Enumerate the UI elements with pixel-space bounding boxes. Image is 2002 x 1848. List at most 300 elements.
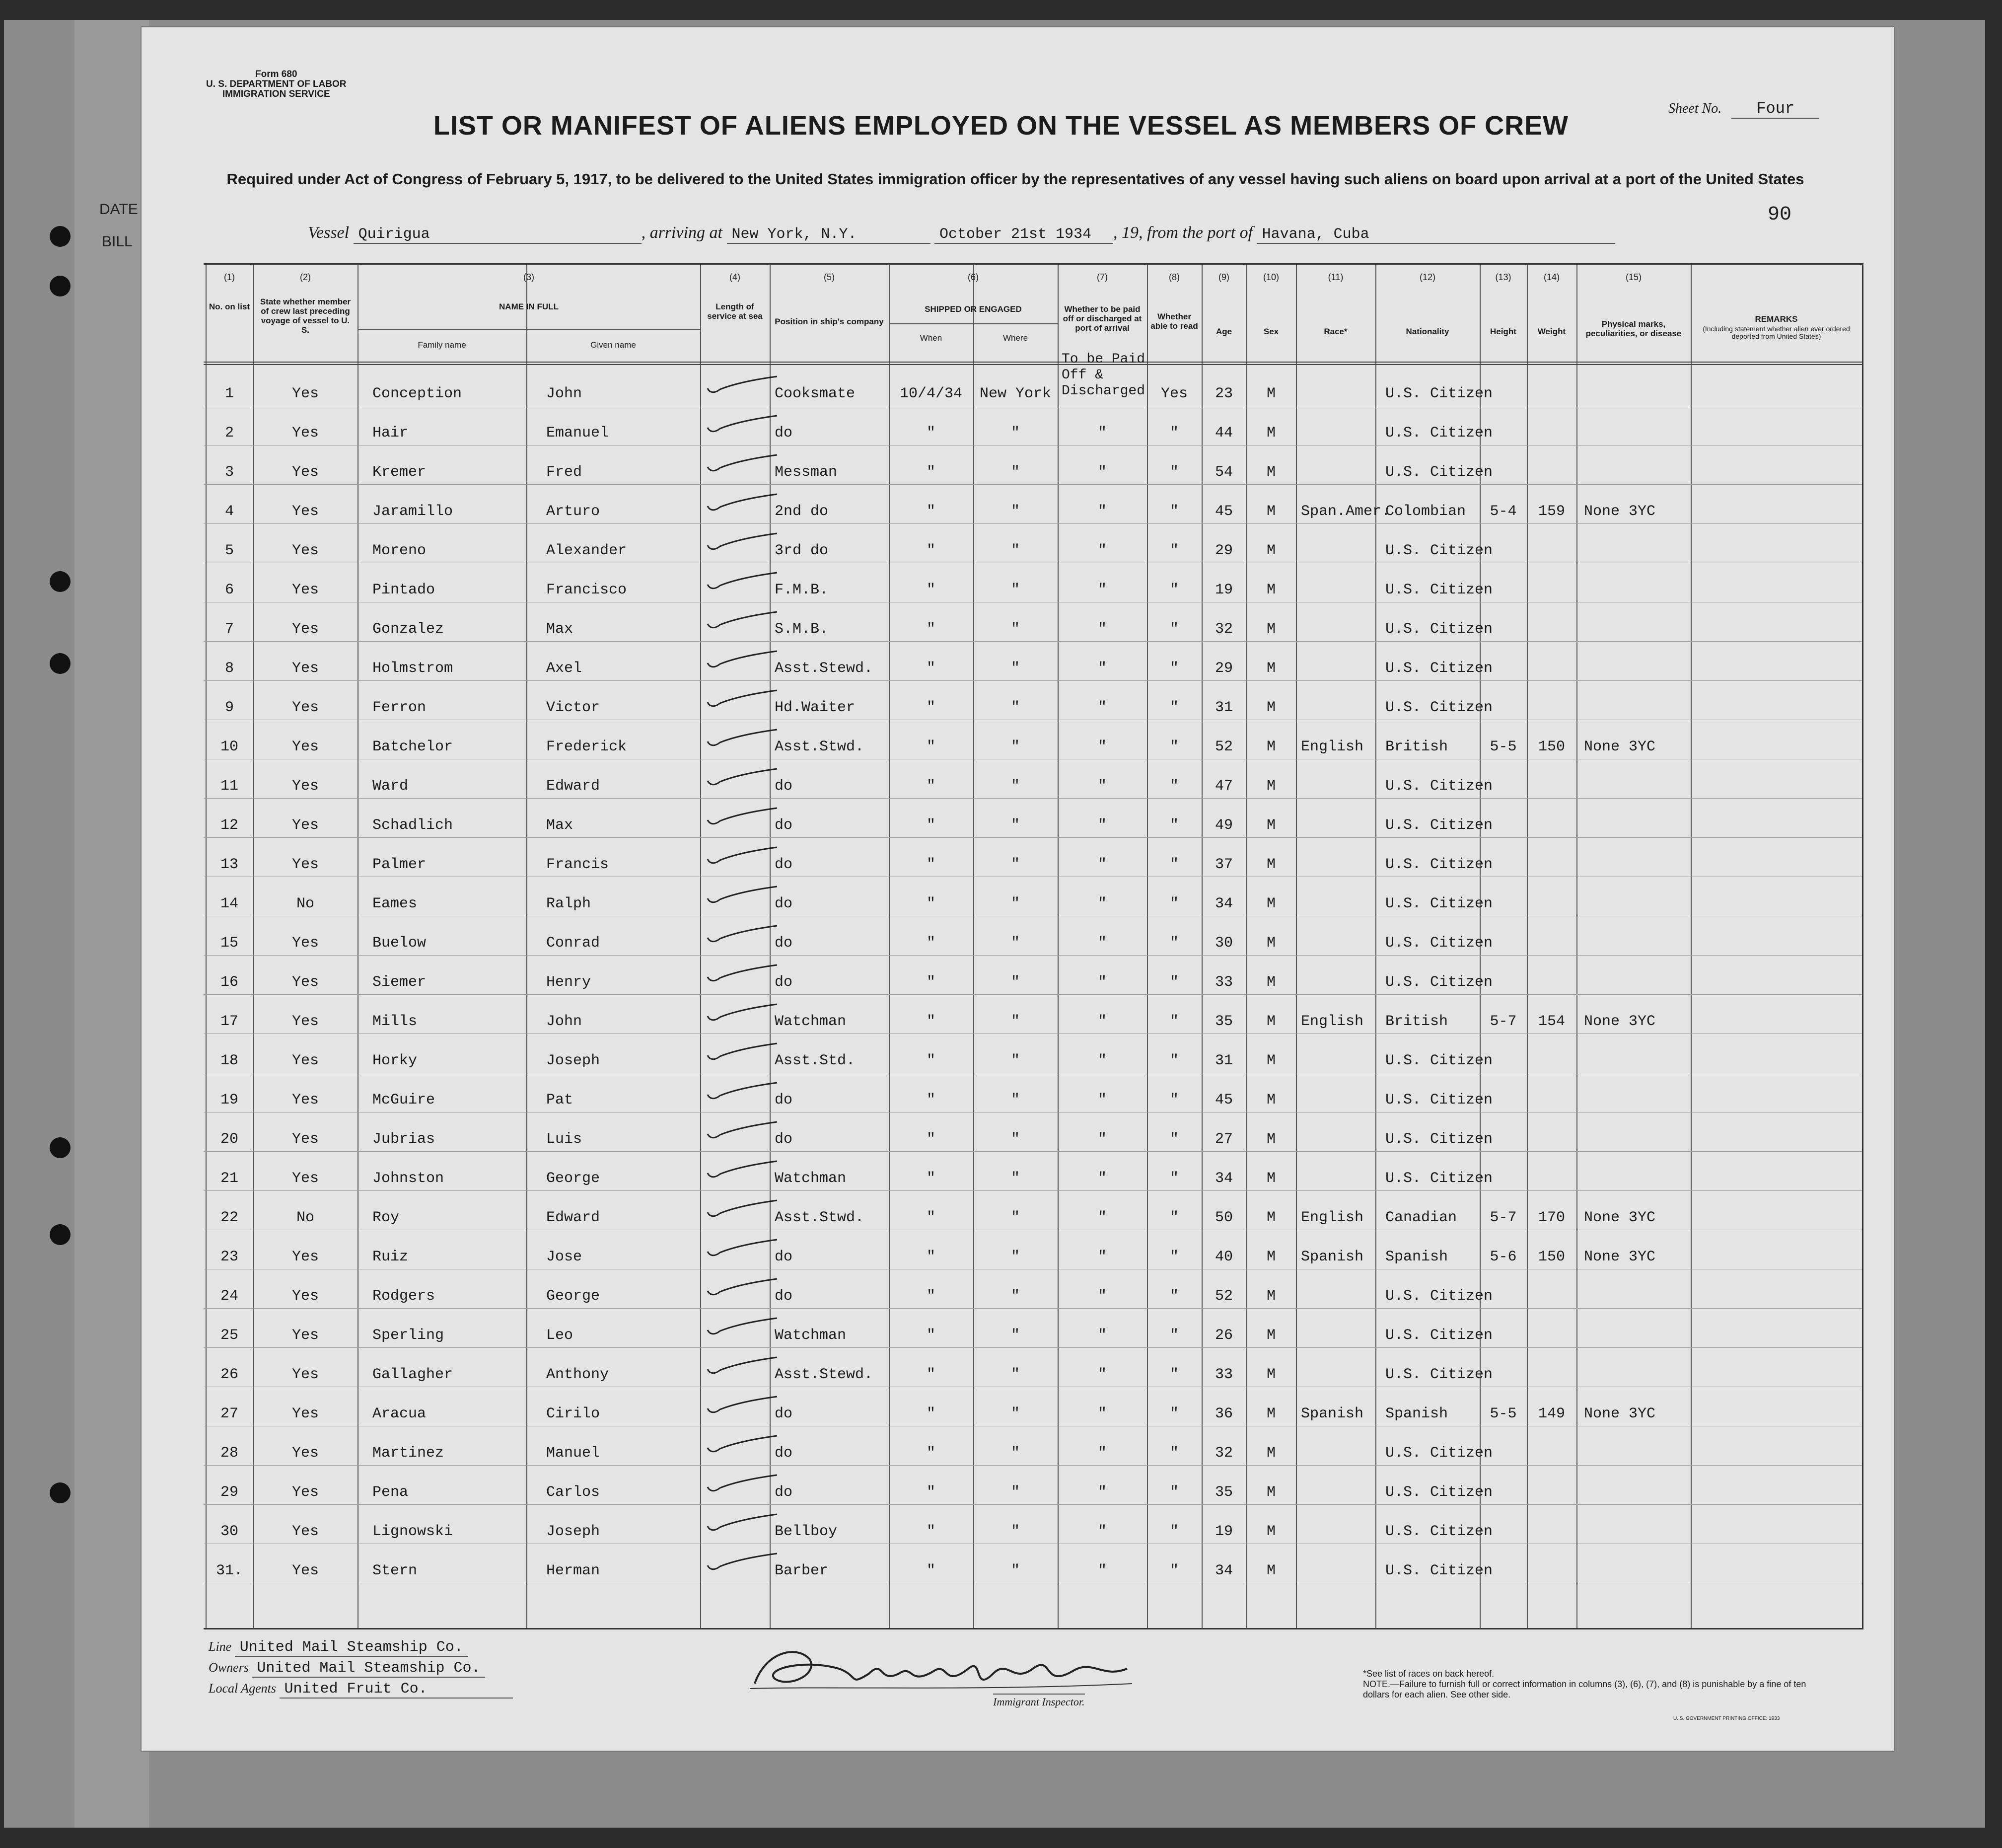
- cell-age: 33: [1215, 974, 1233, 991]
- cell-row-number: 1: [224, 385, 234, 402]
- binder-hole: [50, 1137, 71, 1158]
- cell-sex: M: [1266, 1170, 1276, 1187]
- cell-position: Asst.Stewd.: [775, 1366, 873, 1383]
- table-row: [204, 1347, 1862, 1387]
- cell-shipped-where: ": [1010, 1092, 1020, 1109]
- service-check-mark: [705, 767, 780, 787]
- col-num-8: (8): [1169, 272, 1180, 282]
- cell-row-number: 6: [224, 582, 234, 598]
- cell-able-to-read: ": [1169, 699, 1179, 716]
- service-check-mark: [705, 1355, 780, 1375]
- cell-given-name: Emanuel: [546, 425, 609, 442]
- manifest-subtitle: Required under Act of Congress of February 5, 1917, to be delivered to the United States immigration officer by the representatives of any vessel having such aliens on board upon arrival at a port of the United States: [226, 170, 1804, 188]
- cell-age: 54: [1215, 464, 1233, 481]
- cell-height: 5-5: [1490, 1405, 1517, 1422]
- cell-able-to-read: ": [1169, 817, 1179, 834]
- cell-given-name: Axel: [546, 660, 582, 677]
- cell-family-name: Holmstrom: [372, 660, 453, 677]
- cell-family-name: Stern: [372, 1562, 418, 1579]
- cell-paid-off: ": [1097, 503, 1107, 520]
- cell-shipped-where: ": [1010, 1484, 1020, 1501]
- races-note: *See list of races on back hereof.: [1363, 1669, 1495, 1679]
- table-row: [204, 352, 1862, 406]
- cell-age: 45: [1215, 503, 1233, 520]
- cell-paid-off: ": [1097, 1523, 1107, 1540]
- binder-hole: [50, 1224, 71, 1245]
- header-length-of-service: Length of service at sea: [707, 302, 763, 321]
- service-check-mark: [705, 1473, 780, 1493]
- binder-hole: [50, 226, 71, 247]
- cell-age: 45: [1215, 1092, 1233, 1109]
- cell-nationality: U.S. Citizen: [1385, 974, 1493, 991]
- table-row: [204, 523, 1862, 563]
- table-row: [204, 484, 1862, 523]
- cell-given-name: Frederick: [546, 739, 627, 755]
- cell-paid-off: ": [1097, 856, 1107, 873]
- line-label: Line: [209, 1639, 232, 1654]
- cell-age: 32: [1215, 1445, 1233, 1462]
- cell-paid-off: ": [1097, 1288, 1107, 1305]
- header-no-on-list: No. on list: [209, 302, 250, 311]
- table-row: [204, 1034, 1862, 1073]
- cell-family-name: Johnston: [372, 1170, 444, 1187]
- cell-previous-voyage: Yes: [291, 542, 319, 559]
- cell-previous-voyage: Yes: [291, 1562, 319, 1579]
- cell-given-name: Luis: [546, 1131, 582, 1148]
- cell-previous-voyage: Yes: [291, 582, 319, 598]
- cell-nationality: Canadian: [1385, 1209, 1457, 1226]
- cell-shipped-when: ": [926, 1170, 935, 1187]
- cell-shipped-when: ": [926, 895, 935, 912]
- cell-position: Asst.Std.: [775, 1052, 856, 1069]
- table-row: [204, 837, 1862, 877]
- cell-sex: M: [1266, 1209, 1276, 1226]
- cell-position: F.M.B.: [775, 582, 829, 598]
- cell-sex: M: [1266, 464, 1276, 481]
- service-check-mark: [705, 806, 780, 826]
- cell-nationality: British: [1385, 739, 1448, 755]
- service-check-mark: [705, 1316, 780, 1336]
- cell-paid-off: ": [1097, 1209, 1107, 1226]
- cell-shipped-where: ": [1010, 1327, 1020, 1344]
- cell-family-name: Gonzalez: [372, 621, 444, 638]
- cell-nationality: U.S. Citizen: [1385, 1445, 1493, 1462]
- cell-position: Watchman: [775, 1170, 847, 1187]
- header-able-to-read: Whether able to read: [1150, 312, 1198, 331]
- cell-shipped-where: New York: [979, 385, 1052, 402]
- table-row: [204, 1230, 1862, 1269]
- cell-previous-voyage: Yes: [291, 1013, 319, 1030]
- col-num-1: (1): [224, 272, 235, 282]
- cell-sex: M: [1266, 621, 1276, 638]
- table-row: [204, 1426, 1862, 1465]
- cell-row-number: 9: [224, 699, 234, 716]
- table-row: [204, 641, 1862, 680]
- service-check-mark: [705, 688, 780, 708]
- cell-family-name: McGuire: [372, 1092, 435, 1109]
- cell-previous-voyage: Yes: [291, 739, 319, 755]
- cell-given-name: Edward: [546, 778, 600, 795]
- form-number-block: [206, 70, 347, 99]
- table-row: [204, 1504, 1862, 1544]
- cell-family-name: Lignowski: [372, 1523, 453, 1540]
- cell-shipped-when: ": [926, 621, 935, 638]
- cell-sex: M: [1266, 1366, 1276, 1383]
- cell-given-name: Manuel: [546, 1445, 600, 1462]
- cell-sex: M: [1266, 385, 1276, 402]
- cell-given-name: Arturo: [546, 503, 600, 520]
- cell-age: 50: [1215, 1209, 1233, 1226]
- cell-shipped-where: ": [1010, 856, 1020, 873]
- cell-row-number: 22: [220, 1209, 238, 1226]
- cell-previous-voyage: Yes: [291, 1131, 319, 1148]
- cell-shipped-when: ": [926, 1131, 935, 1148]
- cell-able-to-read: ": [1169, 739, 1179, 755]
- cell-given-name: George: [546, 1288, 600, 1305]
- cell-given-name: Pat: [546, 1092, 573, 1109]
- cell-paid-off: ": [1097, 895, 1107, 912]
- cell-able-to-read: ": [1169, 1562, 1179, 1579]
- cell-position: do: [775, 935, 793, 952]
- cell-nationality: U.S. Citizen: [1385, 935, 1493, 952]
- cell-family-name: Mills: [372, 1013, 418, 1030]
- owners-value: United Mail Steamship Co.: [252, 1660, 485, 1678]
- agents-value: United Fruit Co.: [280, 1681, 513, 1699]
- cell-sex: M: [1266, 856, 1276, 873]
- cell-nationality: U.S. Citizen: [1385, 1052, 1493, 1069]
- cell-position: do: [775, 1249, 793, 1265]
- cell-family-name: Jaramillo: [372, 503, 453, 520]
- cell-shipped-when: ": [926, 817, 935, 834]
- cell-given-name: Fred: [546, 464, 582, 481]
- cell-previous-voyage: Yes: [291, 1249, 319, 1265]
- arrival-date: October 21st 1934: [934, 226, 1113, 244]
- col-num-13: (13): [1495, 272, 1511, 282]
- table-row: [204, 1308, 1862, 1347]
- col-num-14: (14): [1543, 272, 1560, 282]
- cell-able-to-read: Yes: [1160, 385, 1188, 402]
- cell-row-number: 4: [224, 503, 234, 520]
- cell-nationality: U.S. Citizen: [1385, 1288, 1493, 1305]
- cell-paid-off: ": [1097, 1562, 1107, 1579]
- cell-shipped-where: ": [1010, 895, 1020, 912]
- table-row: [204, 877, 1862, 916]
- header-sex: Sex: [1263, 327, 1279, 336]
- header-family-name: Family name: [418, 340, 466, 350]
- cell-shipped-where: ": [1010, 1013, 1020, 1030]
- cell-row-number: 18: [220, 1052, 238, 1069]
- cell-row-number: 27: [220, 1405, 238, 1422]
- year-label: , 19: [1113, 223, 1139, 242]
- cell-previous-voyage: Yes: [291, 1523, 319, 1540]
- table-row: [204, 759, 1862, 798]
- cell-shipped-where: ": [1010, 660, 1020, 677]
- cell-position: do: [775, 1131, 793, 1148]
- col-num-10: (10): [1263, 272, 1279, 282]
- cell-shipped-when: ": [926, 1445, 935, 1462]
- tab-date-label: DATE: [99, 201, 138, 218]
- cell-previous-voyage: Yes: [291, 1445, 319, 1462]
- cell-nationality: U.S. Citizen: [1385, 856, 1493, 873]
- cell-position: do: [775, 1445, 793, 1462]
- table-row: [204, 955, 1862, 994]
- cell-able-to-read: ": [1169, 1131, 1179, 1148]
- penalty-note: NOTE.—Failure to furnish full or correct information in columns (3), (6), (7), and (8) is punishable by a fine of ten dollars for each alien. See other side.: [1363, 1679, 1806, 1700]
- cell-able-to-read: ": [1169, 1092, 1179, 1109]
- cell-nationality: Spanish: [1385, 1249, 1448, 1265]
- cell-position: Barber: [775, 1562, 829, 1579]
- cell-nationality: U.S. Citizen: [1385, 542, 1493, 559]
- cell-previous-voyage: Yes: [291, 385, 319, 402]
- cell-age: 27: [1215, 1131, 1233, 1148]
- header-weight: Weight: [1537, 327, 1566, 336]
- cell-paid-off: ": [1097, 1131, 1107, 1148]
- cell-nationality: British: [1385, 1013, 1448, 1030]
- cell-given-name: John: [546, 385, 582, 402]
- service-check-mark: [705, 1198, 780, 1218]
- cell-row-number: 15: [220, 935, 238, 952]
- cell-previous-voyage: Yes: [291, 660, 319, 677]
- cell-family-name: Aracua: [372, 1405, 427, 1422]
- stamp-number: 90: [1768, 204, 1792, 226]
- header-when: When: [920, 333, 942, 343]
- cell-row-number: 19: [220, 1092, 238, 1109]
- header-height: Height: [1490, 327, 1516, 336]
- cell-family-name: Ward: [372, 778, 409, 795]
- cell-sex: M: [1266, 1131, 1276, 1148]
- cell-shipped-when: ": [926, 1092, 935, 1109]
- cell-paid-off: ": [1097, 1052, 1107, 1069]
- cell-shipped-when: ": [926, 1523, 935, 1540]
- cell-row-number: 3: [224, 464, 234, 481]
- cell-paid-off: ": [1097, 621, 1107, 638]
- from-label: , from the port of: [1139, 223, 1253, 242]
- cell-paid-off: ": [1097, 699, 1107, 716]
- cell-row-number: 21: [220, 1170, 238, 1187]
- cell-shipped-when: ": [926, 542, 935, 559]
- service-check-mark: [705, 1395, 780, 1414]
- cell-able-to-read: ": [1169, 1170, 1179, 1187]
- header-position: Position in ship's company: [775, 317, 884, 326]
- cell-paid-off: ": [1097, 1445, 1107, 1462]
- cell-age: 29: [1215, 660, 1233, 677]
- cell-race: Span.Amer.: [1301, 503, 1391, 520]
- cell-age: 23: [1215, 385, 1233, 402]
- cell-row-number: 23: [220, 1249, 238, 1265]
- cell-shipped-where: ": [1010, 582, 1020, 598]
- cell-nationality: U.S. Citizen: [1385, 621, 1493, 638]
- cell-shipped-where: ": [1010, 778, 1020, 795]
- cell-paid-off: ": [1097, 1249, 1107, 1265]
- cell-shipped-when: ": [926, 935, 935, 952]
- cell-able-to-read: ": [1169, 1052, 1179, 1069]
- cell-previous-voyage: Yes: [291, 974, 319, 991]
- cell-sex: M: [1266, 699, 1276, 716]
- cell-previous-voyage: Yes: [291, 699, 319, 716]
- owners-label: Owners: [209, 1660, 249, 1675]
- cell-physical-marks: None 3YC: [1584, 503, 1656, 520]
- cell-paid-off: ": [1097, 1092, 1107, 1109]
- cell-able-to-read: ": [1169, 974, 1179, 991]
- col-num-12: (12): [1419, 272, 1435, 282]
- cell-able-to-read: ": [1169, 1013, 1179, 1030]
- service-check-mark: [705, 453, 780, 473]
- cell-nationality: U.S. Citizen: [1385, 1327, 1493, 1344]
- cell-paid-off: To be Paid Off & Discharged: [1062, 352, 1145, 399]
- cell-race: Spanish: [1301, 1405, 1364, 1422]
- left-strip: [74, 20, 149, 1828]
- cell-given-name: Leo: [546, 1327, 573, 1344]
- service-check-mark: [705, 963, 780, 983]
- cell-previous-voyage: No: [296, 895, 314, 912]
- cell-nationality: U.S. Citizen: [1385, 464, 1493, 481]
- cell-shipped-when: ": [926, 503, 935, 520]
- col-num-9: (9): [1218, 272, 1229, 282]
- cell-shipped-where: ": [1010, 1209, 1020, 1226]
- binder-hole: [50, 276, 71, 296]
- cell-able-to-read: ": [1169, 660, 1179, 677]
- cell-family-name: Horky: [372, 1052, 418, 1069]
- cell-previous-voyage: Yes: [291, 935, 319, 952]
- cell-weight: 159: [1538, 503, 1565, 520]
- cell-shipped-where: ": [1010, 542, 1020, 559]
- service-name: IMMIGRATION SERVICE: [222, 89, 330, 99]
- cell-position: Watchman: [775, 1327, 847, 1344]
- cell-family-name: Schadlich: [372, 817, 453, 834]
- vessel-label: Vessel: [308, 223, 350, 242]
- cell-able-to-read: ": [1169, 1484, 1179, 1501]
- cell-position: do: [775, 1405, 793, 1422]
- cell-shipped-when: ": [926, 1405, 935, 1422]
- cell-position: do: [775, 778, 793, 795]
- cell-family-name: Siemer: [372, 974, 427, 991]
- service-check-mark: [705, 1120, 780, 1140]
- binder-hole: [50, 653, 71, 674]
- header-paid-off: Whether to be paid off or discharged at port of arrival: [1063, 304, 1142, 333]
- cell-shipped-when: ": [926, 739, 935, 755]
- vessel-name: Quirigua: [354, 226, 642, 244]
- table-row: [204, 1190, 1862, 1230]
- cell-able-to-read: ": [1169, 464, 1179, 481]
- cell-able-to-read: ": [1169, 1209, 1179, 1226]
- cell-age: 33: [1215, 1366, 1233, 1383]
- cell-previous-voyage: Yes: [291, 778, 319, 795]
- cell-previous-voyage: Yes: [291, 1405, 319, 1422]
- cell-position: Watchman: [775, 1013, 847, 1030]
- cell-shipped-where: ": [1010, 699, 1020, 716]
- cell-shipped-when: ": [926, 778, 935, 795]
- cell-age: 19: [1215, 1523, 1233, 1540]
- cell-sex: M: [1266, 1288, 1276, 1305]
- cell-weight: 150: [1538, 739, 1565, 755]
- header-previous-voyage: State whether member of crew last preceding voyage of vessel to U. S.: [260, 297, 351, 335]
- cell-position: do: [775, 895, 793, 912]
- cell-shipped-when: 10/4/34: [899, 385, 963, 402]
- cell-height: 5-7: [1490, 1209, 1517, 1226]
- cell-shipped-where: ": [1010, 739, 1020, 755]
- cell-sex: M: [1266, 1327, 1276, 1344]
- cell-sex: M: [1266, 1013, 1276, 1030]
- table-row: [204, 445, 1862, 484]
- cell-given-name: Alexander: [546, 542, 627, 559]
- cell-row-number: 17: [220, 1013, 238, 1030]
- cell-able-to-read: ": [1169, 621, 1179, 638]
- header-given-name: Given name: [590, 340, 636, 350]
- cell-able-to-read: ": [1169, 856, 1179, 873]
- table-row: [204, 680, 1862, 720]
- cell-shipped-where: ": [1010, 935, 1020, 952]
- cell-shipped-where: ": [1010, 1366, 1020, 1383]
- cell-position: S.M.B.: [775, 621, 829, 638]
- manifest-title: LIST OR MANIFEST OF ALIENS EMPLOYED ON THE VESSEL AS MEMBERS OF CREW: [433, 111, 1569, 141]
- cell-position: Asst.Stwd.: [775, 1209, 864, 1226]
- department-name: U. S. DEPARTMENT OF LABOR: [206, 79, 347, 89]
- cell-given-name: Herman: [546, 1562, 600, 1579]
- col-num-11: (11): [1328, 272, 1344, 282]
- cell-able-to-read: ": [1169, 1445, 1179, 1462]
- cell-shipped-when: ": [926, 1327, 935, 1344]
- table-row: [204, 1465, 1862, 1504]
- cell-position: do: [775, 817, 793, 834]
- cell-position: do: [775, 1288, 793, 1305]
- cell-age: 40: [1215, 1249, 1233, 1265]
- cell-position: Messman: [775, 464, 838, 481]
- header-physical-marks: Physical marks, peculiarities, or disease: [1585, 319, 1682, 338]
- cell-nationality: U.S. Citizen: [1385, 1562, 1493, 1579]
- service-check-mark: [705, 845, 780, 865]
- cell-sex: M: [1266, 817, 1276, 834]
- cell-paid-off: ": [1097, 660, 1107, 677]
- cell-row-number: 11: [220, 778, 238, 795]
- cell-previous-voyage: Yes: [291, 1052, 319, 1069]
- arriving-label: , arriving at: [641, 223, 722, 242]
- service-check-mark: [705, 1512, 780, 1532]
- cell-family-name: Pena: [372, 1484, 409, 1501]
- cell-able-to-read: ": [1169, 935, 1179, 952]
- header-age: Age: [1216, 327, 1232, 336]
- cell-able-to-read: ": [1169, 1288, 1179, 1305]
- cell-family-name: Rodgers: [372, 1288, 435, 1305]
- cell-family-name: Sperling: [372, 1327, 444, 1344]
- printing-office-mark: U. S. GOVERNMENT PRINTING OFFICE: 1933: [1673, 1716, 1780, 1721]
- table-row: [204, 1269, 1862, 1308]
- cell-nationality: U.S. Citizen: [1385, 778, 1493, 795]
- header-name-in-full: NAME IN FULL: [499, 302, 559, 311]
- binder-hole: [50, 1482, 71, 1503]
- cell-paid-off: ": [1097, 464, 1107, 481]
- cell-age: 49: [1215, 817, 1233, 834]
- cell-shipped-when: ": [926, 1562, 935, 1579]
- service-check-mark: [705, 571, 780, 591]
- cell-previous-voyage: Yes: [291, 1170, 319, 1187]
- cell-shipped-when: ": [926, 1209, 935, 1226]
- footer-notes: [1363, 1669, 1810, 1700]
- service-check-mark: [705, 649, 780, 669]
- service-check-mark: [705, 1277, 780, 1297]
- cell-shipped-where: ": [1010, 1052, 1020, 1069]
- cell-row-number: 29: [220, 1484, 238, 1501]
- service-check-mark: [705, 885, 780, 904]
- cell-row-number: 12: [220, 817, 238, 834]
- footer-agents: [209, 1639, 513, 1701]
- cell-previous-voyage: Yes: [291, 464, 319, 481]
- binder-hole: [50, 571, 71, 592]
- cell-given-name: Henry: [546, 974, 591, 991]
- cell-nationality: U.S. Citizen: [1385, 895, 1493, 912]
- cell-age: 35: [1215, 1013, 1233, 1030]
- cell-age: 34: [1215, 895, 1233, 912]
- cell-shipped-when: ": [926, 464, 935, 481]
